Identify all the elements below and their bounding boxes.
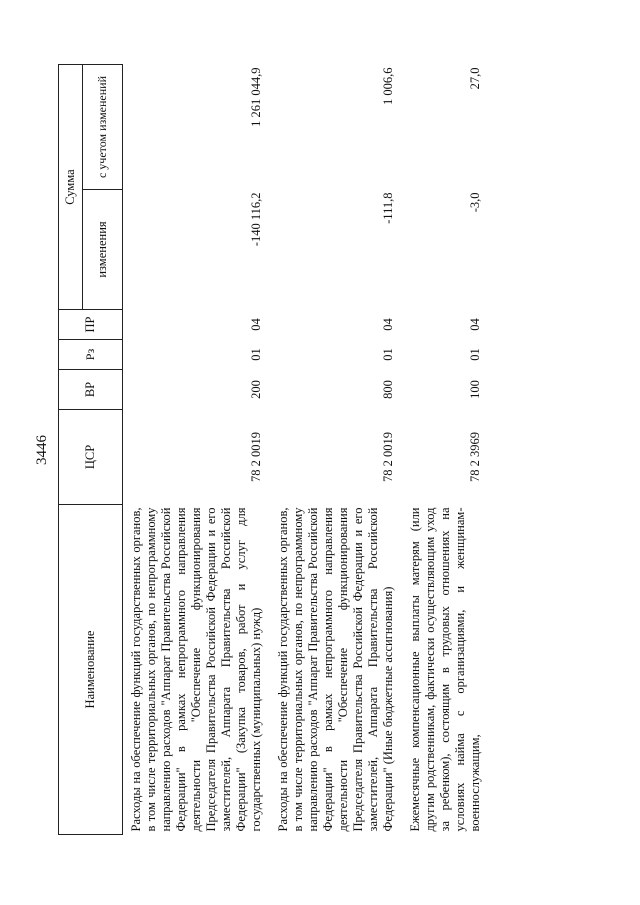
- row-pr: 04: [249, 318, 263, 331]
- page-number: 3446: [34, 435, 50, 465]
- table-row: [123, 65, 271, 835]
- row-vr: 800: [381, 380, 395, 399]
- table-header: [59, 65, 123, 835]
- row-csr: 78 2 0019: [381, 432, 395, 482]
- row-rz: 01: [381, 348, 395, 361]
- row-csr: 78 2 0019: [249, 432, 263, 482]
- header-csr: ЦСР: [59, 410, 123, 505]
- budget-table: [58, 64, 489, 835]
- row-name: Ежемесячные компенсационные выплаты матерям (или другим родственникам, фактически осуществляющим уход за ребенком), состоящим в трудовых отношениях на условиях найма с организациями, и женщинам-военнослужащим,: [408, 507, 482, 832]
- row-tot: 1 006,6: [381, 67, 395, 105]
- header-summa: Сумма: [59, 65, 83, 310]
- table-row: [270, 65, 402, 835]
- row-rz: 01: [249, 348, 263, 361]
- header-vr: ВР: [59, 370, 123, 410]
- row-tot: 1 261 044,9: [249, 67, 263, 127]
- row-csr: 78 2 3969: [468, 432, 482, 482]
- table-row: [402, 65, 489, 835]
- row-vr: 200: [249, 380, 263, 399]
- header-pr: ПР: [59, 310, 123, 340]
- header-tot: с учетом изменений: [83, 65, 123, 190]
- row-name: Расходы на обеспечение функций государственных органов, в том числе территориальных органов, по непрограммному направлению расходов "Аппарат Правительства Российской Федерации" в рамках непрограммного направления деятельности "Обеспечение функционирования Председателя Правительства Российской Федерации и его заместителей, Аппарата Правительства Российской Федерации" (Иные бюджетные ассигнования): [276, 507, 395, 832]
- row-izm: -111,8: [381, 192, 395, 224]
- header-name: Наименование: [59, 505, 123, 835]
- row-rz: 01: [468, 348, 482, 361]
- row-name: Расходы на обеспечение функций государственных органов, в том числе территориальных органов, по непрограммному направлению расходов "Аппарат Правительства Российской Федерации" в рамках непрограммного направления деятельности "Обеспечение функционирования Председателя Правительства Российской Федерации и его заместителей, Аппарата Правительства Российской Федерации" (Закупка товаров, работ и услуг для государственных (муниципальных) нужд): [129, 507, 263, 832]
- row-vr: 100: [468, 380, 482, 399]
- row-pr: 04: [468, 318, 482, 331]
- row-izm: -140 116,2: [249, 192, 263, 247]
- header-rz: Рз: [59, 340, 123, 370]
- row-pr: 04: [381, 318, 395, 331]
- row-izm: -3,0: [468, 192, 482, 213]
- header-izm: изменения: [83, 190, 123, 310]
- row-tot: 27,0: [468, 67, 482, 90]
